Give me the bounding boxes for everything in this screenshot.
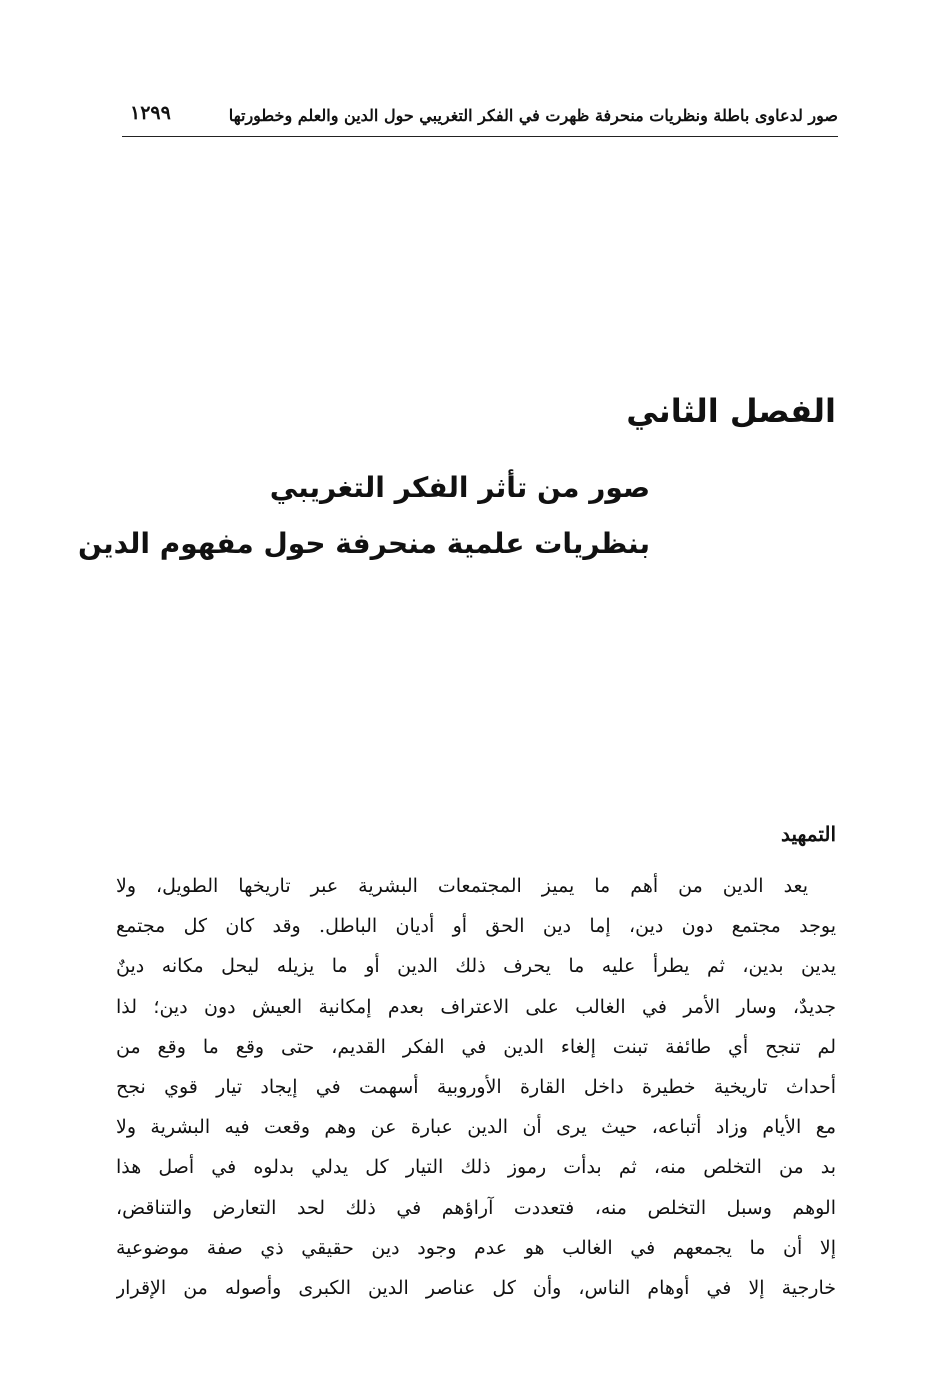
text-line: يعد الدين من أهم ما يميز المجتمعات البشرية عبر تاريخها الطويل، ولا bbox=[116, 875, 808, 897]
text-line: خارجية إلا في أوهام الناس، وأن كل عناصر الدين الكبرى وأصوله من الإقرار bbox=[116, 1276, 836, 1299]
running-header bbox=[122, 96, 838, 137]
text-line: إلا أن ما يجمعهم في الغالب هو عدم وجود دين حقيقي ذي صفة موضوعية bbox=[116, 1236, 836, 1259]
text-line: يوجد مجتمع دون دين، إما دين الحق أو أديان الباطل. وقد كان كل مجتمع bbox=[116, 915, 836, 938]
body-paragraph bbox=[116, 866, 836, 1308]
page-number: ١٢٩٩ bbox=[130, 102, 171, 124]
text-line: مع الأيام وزاد أتباعه، حيث يرى أن الدين عبارة عن وهم وقعت فيه البشرية ولا bbox=[116, 1116, 836, 1139]
chapter-title-line-1: صور من تأثر الفكر التغريبي bbox=[269, 471, 650, 504]
text-line: بد من التخلص منه، ثم بدأت رموز ذلك التيار كل يدلي بدلوه في أصل هذا bbox=[116, 1156, 836, 1179]
text-line: جديدٌ، وسار الأمر في الغالب على الاعتراف بعدم إمكانية العيش دون دين؛ لذا bbox=[116, 995, 836, 1018]
chapter-title bbox=[78, 460, 650, 572]
chapter-title-line-2: بنظريات علمية منحرفة حول مفهوم الدين bbox=[77, 527, 650, 560]
running-title: صور لدعاوى باطلة ونظريات منحرفة ظهرت في الفكر التغريبي حول الدين والعلم وخطورتها bbox=[228, 106, 838, 125]
chapter-label: الفصل الثاني bbox=[626, 392, 836, 430]
section-heading: التمهيد bbox=[781, 822, 836, 846]
text-line: الوهم وسبل التخلص منه، فتعددت آراؤهم في ذلك لحد التعارض والتناقض، bbox=[116, 1196, 836, 1219]
text-line: يدين بدين، ثم يطرأ عليه ما يحرف ذلك الدين أو ما يزيله ليحل مكانه دينٌ bbox=[116, 955, 836, 978]
text-line: أحداث تاريخية خطيرة داخل القارة الأوروبية أسهمت في إيجاد تيار قوي نجح bbox=[116, 1075, 836, 1098]
text-line: لم تنجح أي طائفة تبنت إلغاء الدين في الفكر القديم، حتى وقع ما وقع من bbox=[116, 1035, 836, 1058]
